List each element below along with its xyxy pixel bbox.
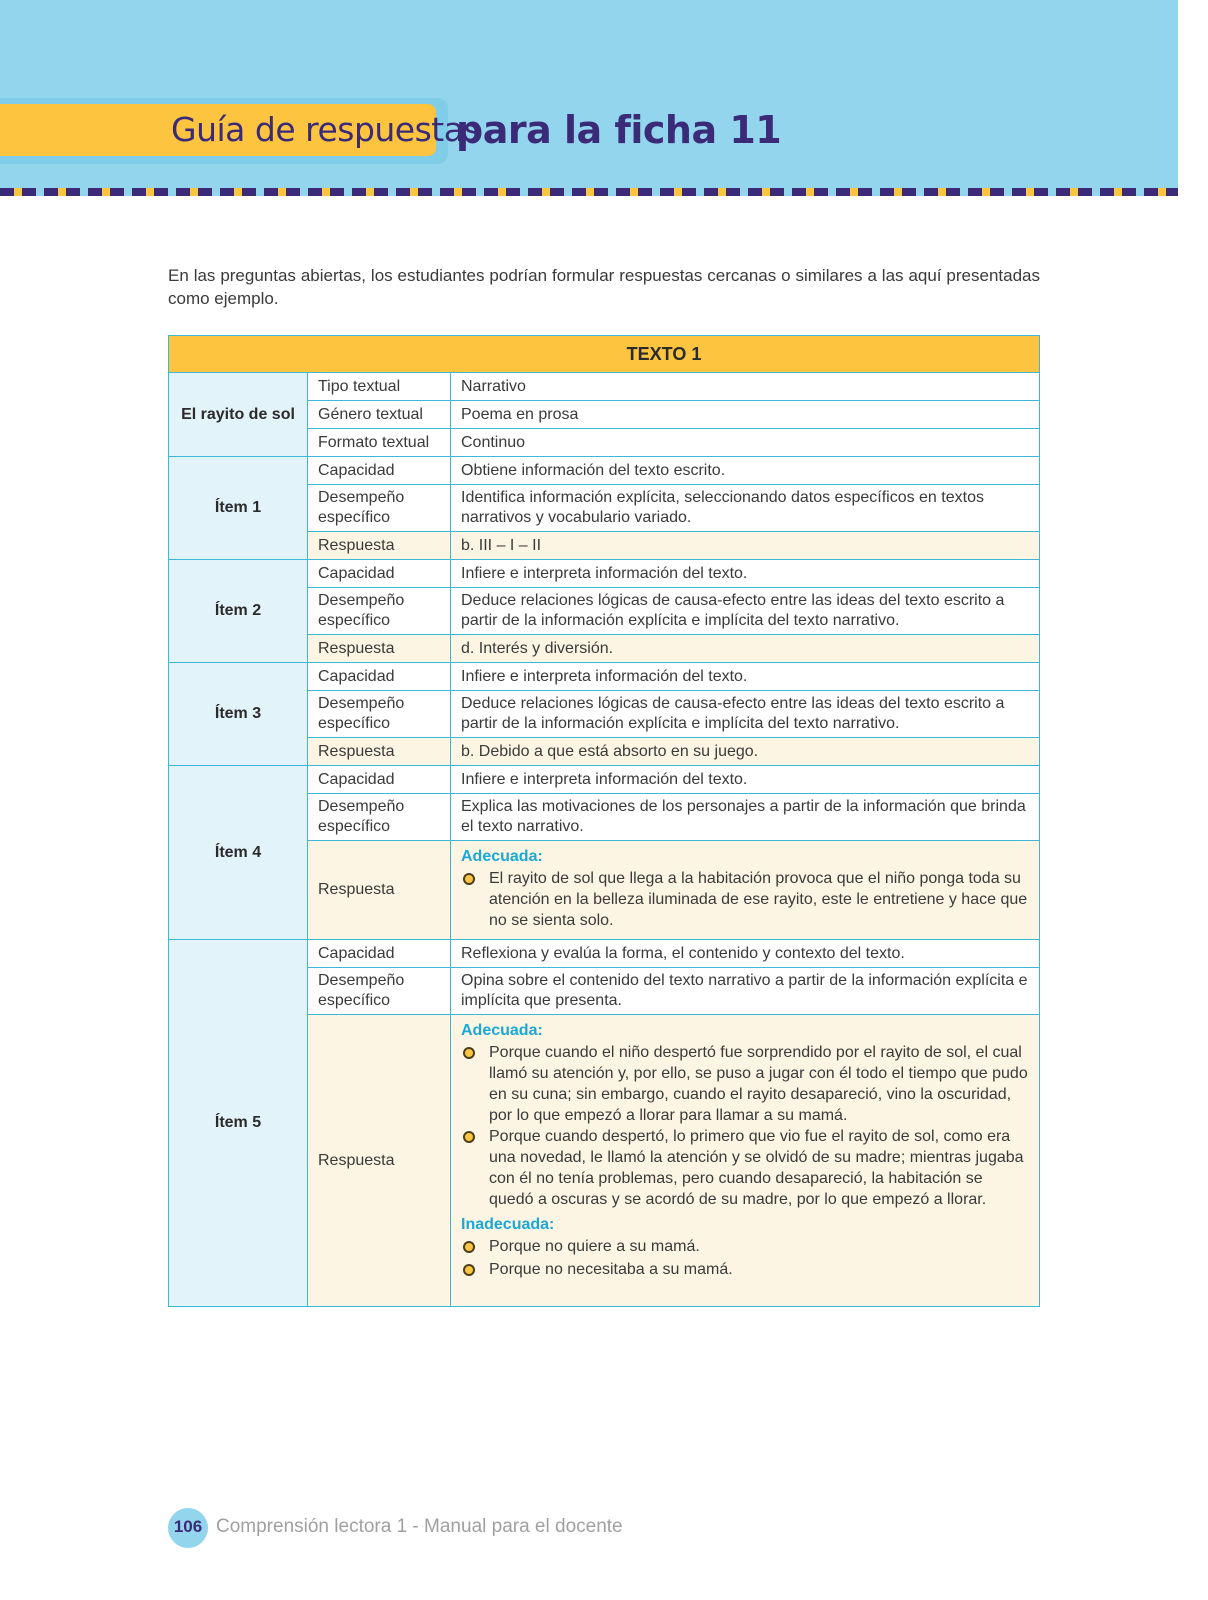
respuesta-value: d. Interés y diversión. <box>451 635 1040 663</box>
info-value: Narrativo <box>451 373 1040 401</box>
table-heading: TEXTO 1 <box>169 336 1040 373</box>
page-title-part2: para la ficha 11 <box>456 108 782 152</box>
list-item: Porque cuando el niño despertó fue sorprendido por el rayito de sol, el cual llamó su atención y, por ello, se puso a jugar con él todo el tiempo que pudo en su cuna; sin embargo, cuando el rayito desapareció, vino la oscuridad, por lo que empezó a llorar para llamar a su mamá. <box>461 1042 1029 1126</box>
capacidad-value: Infiere e interpreta información del texto. <box>451 663 1040 691</box>
text-title: El rayito de sol <box>169 373 308 457</box>
desempeno-value: Deduce relaciones lógicas de causa-efecto entre las ideas del texto escrito a partir de la información explícita e implícita del texto narrativo. <box>451 691 1040 738</box>
table-row <box>169 940 1040 968</box>
adecuada-list <box>461 1042 1029 1210</box>
info-label: Formato textual <box>308 429 451 457</box>
desempeno-label: Desempeño específico <box>308 588 451 635</box>
respuesta-label: Respuesta <box>308 532 451 560</box>
capacidad-label: Capacidad <box>308 663 451 691</box>
desempeno-label: Desempeño específico <box>308 968 451 1015</box>
footer-text: Comprensión lectora 1 - Manual para el docente <box>216 1516 623 1537</box>
answers-table <box>168 335 1040 1307</box>
adecuada-list <box>461 868 1029 931</box>
respuesta-value <box>451 1015 1040 1307</box>
desempeno-value: Opina sobre el contenido del texto narrativo a partir de la información explícita e implícita que presenta. <box>451 968 1040 1015</box>
item-name: Ítem 2 <box>169 560 308 663</box>
table-row <box>169 766 1040 794</box>
capacidad-value: Obtiene información del texto escrito. <box>451 457 1040 485</box>
capacidad-value: Reflexiona y evalúa la forma, el contenido y contexto del texto. <box>451 940 1040 968</box>
respuesta-value: b. III – I – II <box>451 532 1040 560</box>
decorative-dash-strip <box>0 188 1178 196</box>
adecuada-label: Adecuada: <box>461 1022 543 1039</box>
intro-paragraph: En las preguntas abiertas, los estudiantes podrían formular respuestas cercanas o similares a las aquí presentadas como ejemplo. <box>168 266 1040 308</box>
desempeno-label: Desempeño específico <box>308 485 451 532</box>
item-name: Ítem 4 <box>169 766 308 940</box>
item-name: Ítem 5 <box>169 940 308 1307</box>
desempeno-value: Deduce relaciones lógicas de causa-efecto entre las ideas del texto escrito a partir de la información explícita e implícita del texto narrativo. <box>451 588 1040 635</box>
capacidad-label: Capacidad <box>308 940 451 968</box>
table-row <box>169 663 1040 691</box>
capacidad-label: Capacidad <box>308 560 451 588</box>
info-label: Género textual <box>308 401 451 429</box>
page-number: 106 <box>173 1517 203 1536</box>
desempeno-label: Desempeño específico <box>308 794 451 841</box>
desempeno-value: Explica las motivaciones de los personajes a partir de la información que brinda el texto narrativo. <box>451 794 1040 841</box>
capacidad-value: Infiere e interpreta información del texto. <box>451 766 1040 794</box>
respuesta-label: Respuesta <box>308 738 451 766</box>
list-item: Porque no necesitaba a su mamá. <box>461 1259 1029 1280</box>
adecuada-label: Adecuada: <box>461 848 543 865</box>
capacidad-value: Infiere e interpreta información del texto. <box>451 560 1040 588</box>
table-row <box>169 457 1040 485</box>
respuesta-label: Respuesta <box>308 841 451 940</box>
respuesta-label: Respuesta <box>308 1015 451 1307</box>
capacidad-label: Capacidad <box>308 766 451 794</box>
info-value: Continuo <box>451 429 1040 457</box>
respuesta-label: Respuesta <box>308 635 451 663</box>
desempeno-value: Identifica información explícita, seleccionando datos específicos en textos narrativos y vocabulario variado. <box>451 485 1040 532</box>
info-label: Tipo textual <box>308 373 451 401</box>
respuesta-value: b. Debido a que está absorto en su juego. <box>451 738 1040 766</box>
respuesta-value <box>451 841 1040 940</box>
item-name: Ítem 3 <box>169 663 308 766</box>
inadecuada-label: Inadecuada: <box>461 1216 555 1233</box>
table-row <box>169 560 1040 588</box>
desempeno-label: Desempeño específico <box>308 691 451 738</box>
list-item: El rayito de sol que llega a la habitación provoca que el niño ponga toda su atención en la belleza iluminada de ese rayito, este le entretiene y hace que no se sienta solo. <box>461 868 1029 931</box>
capacidad-label: Capacidad <box>308 457 451 485</box>
list-item: Porque no quiere a su mamá. <box>461 1236 1029 1257</box>
inadecuada-list <box>461 1236 1029 1280</box>
info-value: Poema en prosa <box>451 401 1040 429</box>
page-title-part1: Guía de respuestas <box>171 110 481 149</box>
table-row <box>169 373 1040 401</box>
item-name: Ítem 1 <box>169 457 308 560</box>
list-item: Porque cuando despertó, lo primero que vio fue el rayito de sol, como era una novedad, le llamó la atención y se olvidó de su madre; mientras jugaba con él no tenía problemas, pero cuando desapareció, la habitación se quedó a oscuras y se acordó de su madre, por lo que empezó a llorar. <box>461 1126 1029 1210</box>
